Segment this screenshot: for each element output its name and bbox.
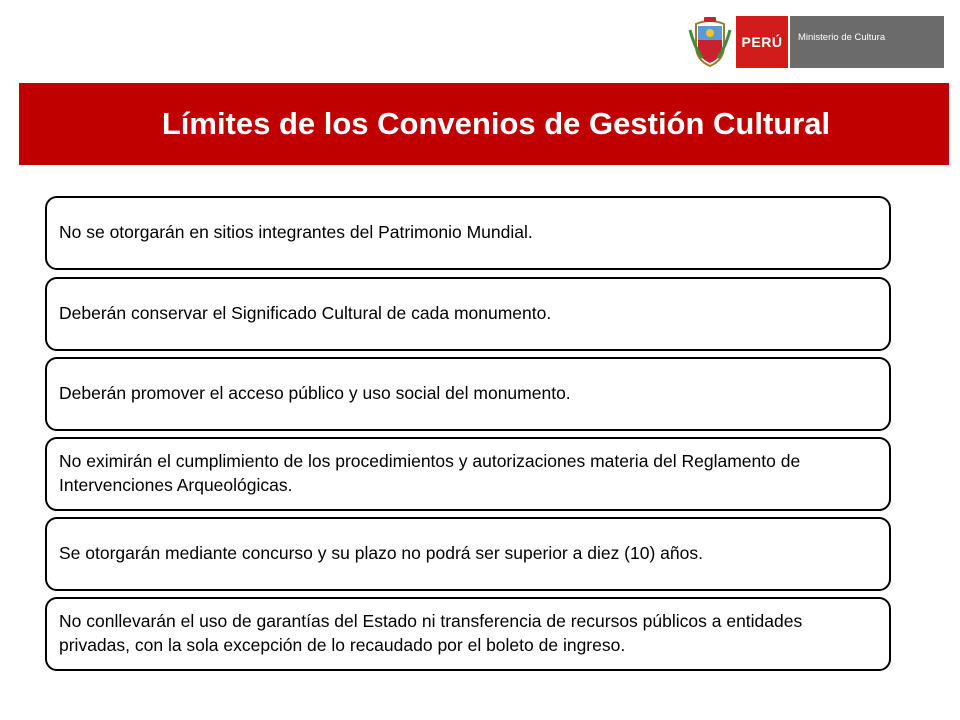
ministry-label: Ministerio de Cultura [790,16,944,68]
limit-item [45,196,891,270]
limit-text: Se otorgarán mediante concurso y su plazo no podrá ser superior a diez (10) años. [59,543,703,564]
limit-text: No conllevarán el uso de garantías del Estado ni transferencia de recursos públicos a entidades privadas, con la sola excepción de lo recaudado por el boleto de ingreso. [59,611,803,655]
limit-item [45,357,891,431]
limit-text: Deberán conservar el Significado Cultural de cada monumento. [59,303,552,324]
ministry-logo [688,16,944,68]
limit-item [45,277,891,351]
peru-label: PERÚ [736,16,788,68]
coat-of-arms-icon [688,16,732,68]
page-title: Límites de los Convenios de Gestión Cultural [161,106,831,141]
limit-item [45,597,891,671]
title-banner [19,83,949,165]
limit-text: Deberán promover el acceso público y uso social del monumento. [59,383,571,404]
limit-item [45,517,891,591]
limit-text: No se otorgarán en sitios integrantes del Patrimonio Mundial. [59,222,533,243]
limit-item [45,437,891,511]
limit-text: No eximirán el cumplimiento de los procedimientos y autorizaciones materia del Reglamento de Intervenciones Arqueológicas. [59,451,801,495]
